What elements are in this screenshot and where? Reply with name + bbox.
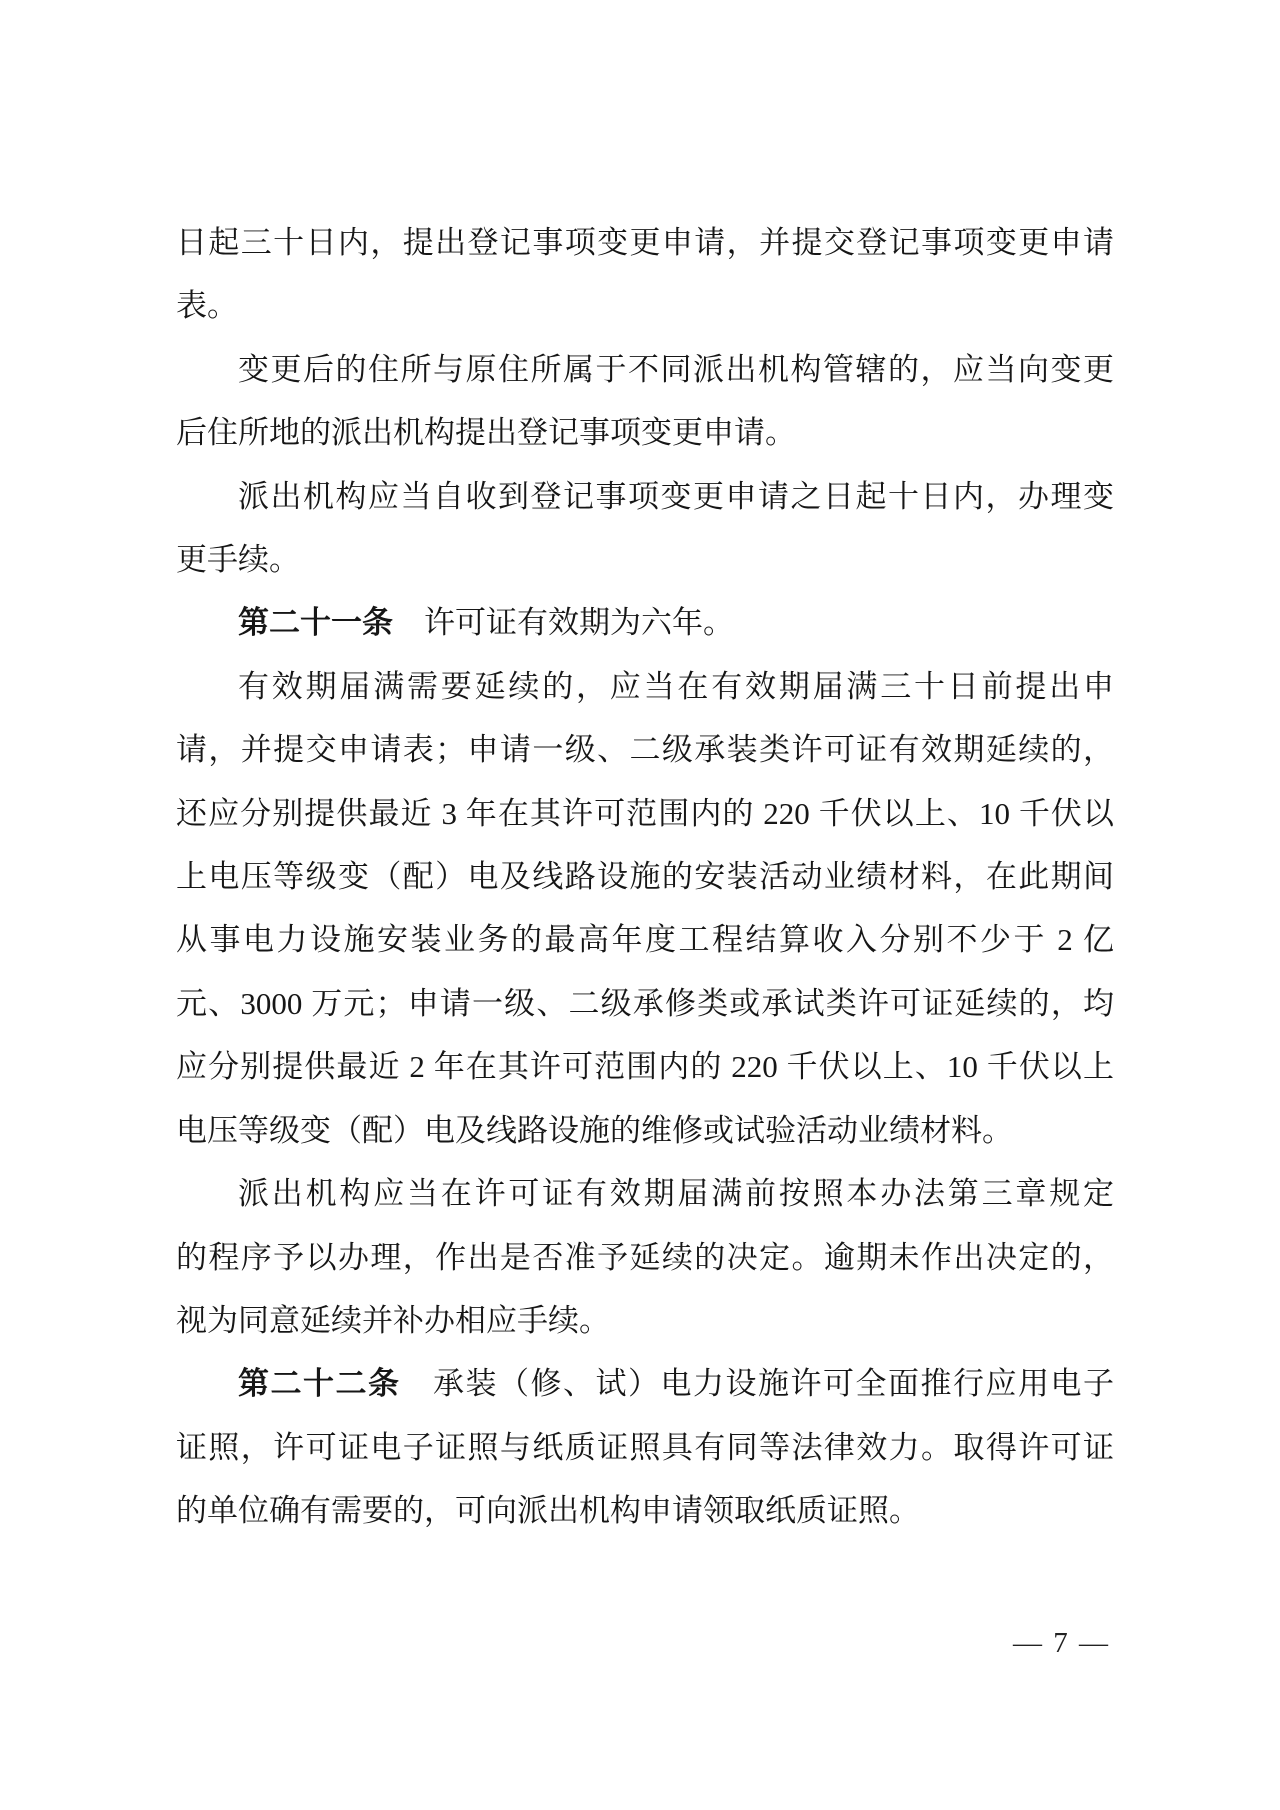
article-heading: 第二十二条 [238,1366,401,1402]
line-text: 的单位确有需要的，可向派出机构申请领取纸质证照。 [176,1493,920,1529]
line-text: 派出机构应当在许可证有效期届满前按照本办法第三章规定 [238,1176,1114,1212]
text-line [176,1099,1114,1162]
text-line [176,211,1114,274]
line-text: 的程序予以办理，作出是否准予延续的决定。逾期未作出决定的， [176,1239,1114,1275]
text-line [176,465,1114,528]
line-text: 承装（修、试）电力设施许可全面推行应用电子 [400,1366,1114,1402]
line-text: 变更后的住所与原住所属于不同派出机构管辖的，应当向变更 [238,351,1114,387]
line-text: 应分别提供最近 2 年在其许可范围内的 220 千伏以上、10 千伏以上 [176,1049,1114,1085]
line-text: 派出机构应当自收到登记事项变更申请之日起十日内，办理变 [238,478,1114,514]
text-line [176,718,1114,781]
text-line [176,591,1114,654]
text-line [176,401,1114,464]
text-line [176,338,1114,401]
text-block [176,211,1114,1543]
text-line [176,1226,1114,1289]
text-line [176,908,1114,971]
article-heading: 第二十一条 [238,605,393,641]
line-text: 元、3000 万元；申请一级、二级承修类或承试类许可证延续的，均 [176,985,1114,1021]
line-text: 还应分别提供最近 3 年在其许可范围内的 220 千伏以上、10 千伏以 [176,795,1114,831]
text-line [176,972,1114,1035]
text-line [176,1479,1114,1542]
text-line [176,1035,1114,1098]
text-line [176,1352,1114,1415]
line-text: 许可证有效期为六年。 [393,605,734,641]
line-text: 请，并提交申请表；申请一级、二级承装类许可证有效期延续的， [176,732,1114,768]
line-text: 从事电力设施安装业务的最高年度工程结算收入分别不少于 2 亿 [176,922,1114,958]
line-text: 电压等级变（配）电及线路设施的维修或试验活动业绩材料。 [176,1112,1013,1148]
line-text: 表。 [176,288,238,324]
text-line [176,1162,1114,1225]
line-text: 证照，许可证电子证照与纸质证照具有同等法律效力。取得许可证 [176,1429,1114,1465]
text-line [176,782,1114,845]
text-line [176,845,1114,908]
line-text: 上电压等级变（配）电及线路设施的安装活动业绩材料，在此期间 [176,859,1114,895]
line-text: 日起三十日内，提出登记事项变更申请，并提交登记事项变更申请 [176,225,1114,260]
line-text: 更手续。 [176,542,300,578]
line-text: 视为同意延续并补办相应手续。 [176,1302,610,1338]
text-line [176,528,1114,591]
line-text: 后住所地的派出机构提出登记事项变更申请。 [176,415,796,451]
page-number: — 7 — [1013,1627,1110,1659]
line-text: 有效期届满需要延续的，应当在有效期届满三十日前提出申 [238,668,1114,704]
text-line [176,274,1114,337]
text-line [176,1416,1114,1479]
text-line [176,1289,1114,1352]
text-line [176,655,1114,718]
